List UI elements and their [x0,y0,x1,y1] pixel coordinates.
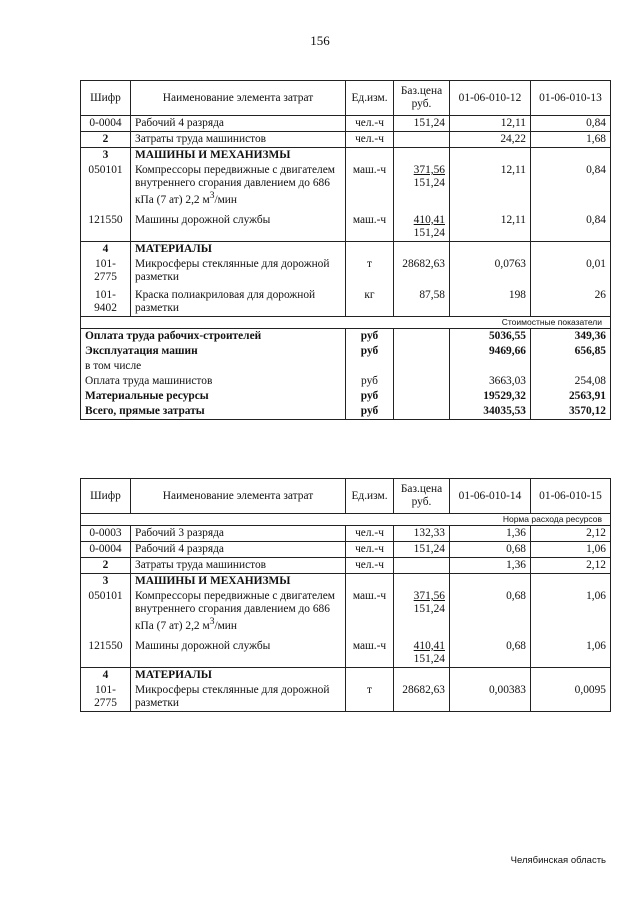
header-col-a: 01-06-010-14 [450,479,531,514]
table-row [81,116,611,132]
section-row [81,148,611,164]
summary-label: Оплата труда рабочих-строителей [81,328,346,344]
row-value-a: 198 [450,285,531,317]
row-name: Компрессоры передвижные с двигателем внутреннего сгорания давлением до 686 кПа (7 ат) 2,2 $м^3$/мин [131,589,346,634]
row-name: Машины дорожной службы [131,634,346,668]
table-row [81,526,611,542]
row-value-b: 2,12 [531,558,611,574]
table-row [81,132,611,148]
summary-label: Всего, прямые затраты [81,404,346,420]
summary-value-b: 3570,12 [531,404,611,420]
row-value-a: 24,22 [450,132,531,148]
row-price [394,558,450,574]
row-value-a: 0,0763 [450,257,531,285]
section-title: МАТЕРИАЛЫ [131,667,346,683]
table-row [81,542,611,558]
row-price: 87,58 [394,285,450,317]
row-name: Машины дорожной службы [131,208,346,242]
region-footer: Челябинская область [510,855,606,866]
band-row [81,316,611,328]
row-value-a: 12,11 [450,208,531,242]
row-unit: маш.-ч [346,208,394,242]
row-unit: чел.-ч [346,558,394,574]
row-unit: маш.-ч [346,163,394,208]
row-name: Микросферы стеклянные для дорожной разметки [131,683,346,712]
summary-value-b: 2563,91 [531,389,611,404]
summary-value-a: 9469,66 [450,344,531,359]
header-name: Наименование элемента затрат [131,479,346,514]
summary-value-b: 349,36 [531,328,611,344]
row-name: Затраты труда машинистов [131,132,346,148]
row-price: 410,41 151,24 [394,208,450,242]
section-code: 4 [81,241,131,257]
row-name: Рабочий 4 разряда [131,116,346,132]
summary-value-a: 5036,55 [450,328,531,344]
section-code: 4 [81,667,131,683]
header-unit: Ед.изм. [346,479,394,514]
row-unit: т [346,257,394,285]
row-unit: чел.-ч [346,132,394,148]
row-value-a: 0,68 [450,542,531,558]
table-header-row [81,81,611,116]
row-unit: кг [346,285,394,317]
summary-row [81,389,611,404]
row-code: 2 [81,558,131,574]
table-row [81,257,611,285]
row-price [394,132,450,148]
summary-unit: руб [346,404,394,420]
header-name: Наименование элемента затрат [131,81,346,116]
row-name: Затраты труда машинистов [131,558,346,574]
summary-row [81,328,611,344]
section-title: МАТЕРИАЛЫ [131,241,346,257]
section-row [81,667,611,683]
estimate-table-1 [80,80,611,420]
row-value-b: 1,06 [531,542,611,558]
table-row [81,683,611,712]
row-value-b: 0,01 [531,257,611,285]
row-value-b: 0,0095 [531,683,611,712]
table-header-row [81,479,611,514]
summary-value-b: 254,08 [531,374,611,389]
table-row [81,589,611,634]
summary-unit: руб [346,389,394,404]
header-code: Шифр [81,479,131,514]
estimate-table-2 [80,478,611,712]
row-code: 121550 [81,208,131,242]
row-code: 050101 [81,163,131,208]
row-value-b: 0,84 [531,163,611,208]
row-value-b: 0,84 [531,116,611,132]
row-value-b: 26 [531,285,611,317]
summary-row [81,344,611,359]
row-code: 101-2775 [81,257,131,285]
row-unit: маш.-ч [346,634,394,668]
row-value-a: 0,68 [450,634,531,668]
row-code: 0-0004 [81,116,131,132]
row-name: Рабочий 4 разряда [131,542,346,558]
table-row [81,634,611,668]
row-value-b: 0,84 [531,208,611,242]
row-code: 0-0003 [81,526,131,542]
band-row [81,514,611,526]
summary-unit: руб [346,328,394,344]
row-value-b: 1,06 [531,589,611,634]
row-value-b: 1,68 [531,132,611,148]
row-value-a: 12,11 [450,163,531,208]
section-row [81,574,611,590]
row-price: 151,24 [394,116,450,132]
row-unit: чел.-ч [346,116,394,132]
row-price: 132,33 [394,526,450,542]
row-price: 28682,63 [394,257,450,285]
band-label: Стоимостные показатели [81,316,611,328]
row-price: 371,56 151,24 [394,589,450,634]
row-name: Микросферы стеклянные для дорожной разметки [131,257,346,285]
page-number: 156 [310,33,330,48]
header-price: Баз.цена руб. [394,81,450,116]
row-value-a: 0,00383 [450,683,531,712]
row-code: 0-0004 [81,542,131,558]
summary-value-a: 19529,32 [450,389,531,404]
summary-label: Эксплуатация машин [81,344,346,359]
summary-unit: руб [346,374,394,389]
section-code: 3 [81,574,131,590]
row-unit: чел.-ч [346,542,394,558]
row-code: 101-9402 [81,285,131,317]
section-code: 3 [81,148,131,164]
row-unit: маш.-ч [346,589,394,634]
row-price: 151,24 [394,542,450,558]
header-col-b: 01-06-010-13 [531,81,611,116]
table-row [81,208,611,242]
row-price: 28682,63 [394,683,450,712]
row-code: 050101 [81,589,131,634]
header-col-b: 01-06-010-15 [531,479,611,514]
table-row [81,163,611,208]
section-row [81,241,611,257]
summary-value-a: 34035,53 [450,404,531,420]
header-col-a: 01-06-010-12 [450,81,531,116]
summary-label: Оплата труда машинистов [81,374,346,389]
row-value-a: 12,11 [450,116,531,132]
row-name: Краска полиакриловая для дорожной разметки [131,285,346,317]
row-name: Рабочий 3 разряда [131,526,346,542]
summary-value-a: 3663,03 [450,374,531,389]
summary-row [81,374,611,389]
table-row [81,558,611,574]
section-title: МАШИНЫ И МЕХАНИЗМЫ [131,574,346,590]
header-code: Шифр [81,81,131,116]
summary-unit: руб [346,344,394,359]
row-price: 371,56 151,24 [394,163,450,208]
row-code: 121550 [81,634,131,668]
section-title: МАШИНЫ И МЕХАНИЗМЫ [131,148,346,164]
row-code: 2 [81,132,131,148]
row-value-a: 1,36 [450,558,531,574]
row-value-b: 2,12 [531,526,611,542]
row-code: 101-2775 [81,683,131,712]
summary-row [81,404,611,420]
header-price: Баз.цена руб. [394,479,450,514]
band-label: Норма расхода ресурсов [81,514,611,526]
summary-row [81,359,611,374]
row-name: Компрессоры передвижные с двигателем внутреннего сгорания давлением до 686 кПа (7 ат) 2,2 $м^3$/мин [131,163,346,208]
row-unit: т [346,683,394,712]
summary-value-b: 656,85 [531,344,611,359]
summary-label: Материальные ресурсы [81,389,346,404]
row-value-a: 0,68 [450,589,531,634]
table-row [81,285,611,317]
row-price: 410,41 151,24 [394,634,450,668]
row-value-b: 1,06 [531,634,611,668]
header-unit: Ед.изм. [346,81,394,116]
row-unit: чел.-ч [346,526,394,542]
row-value-a: 1,36 [450,526,531,542]
summary-label: в том числе [81,359,346,374]
